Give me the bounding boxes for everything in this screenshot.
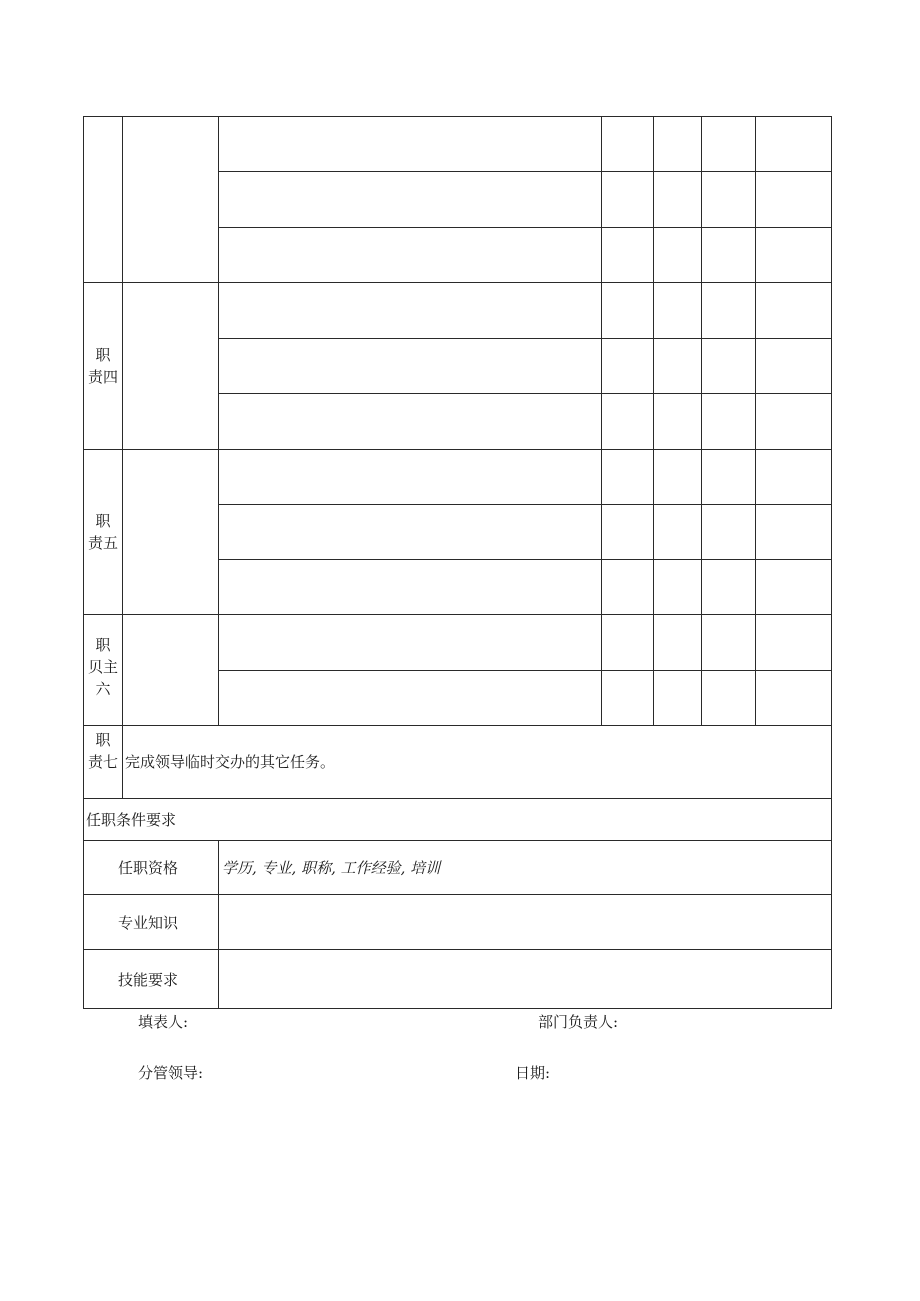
skills-label: 技能要求 [118,971,179,989]
col-line-a [601,116,602,725]
requirements-heading: 任职条件要求 [86,811,177,829]
task-row-line [218,171,832,172]
task-row-line [218,670,832,671]
col-line-task [218,116,219,725]
dept-head-label: 部门负责人: [538,1013,619,1031]
col-line-d [755,116,756,725]
qualification-label: 任职资格 [118,859,179,877]
duty-6-label: 职 贝主 六 [87,636,118,698]
row-line [83,116,832,117]
duty-7-label: 职 责七 [87,731,118,771]
table-border-right [831,116,832,1009]
task-row-line [218,393,832,394]
col-line-duty [122,116,123,725]
task-row-line [218,504,832,505]
duty-5-label: 职 责五 [87,512,118,552]
col-line-req [218,840,219,1008]
row-line [83,614,832,615]
filler-label: 填表人: [138,1013,189,1031]
row-line [83,449,832,450]
duty-7-text: 完成领导临时交办的其它任务。 [125,753,336,771]
col-line-c [701,116,702,725]
col-line-duty-7 [122,725,123,798]
row-line [83,840,832,841]
row-line [83,725,832,726]
row-line [83,1008,832,1009]
task-row-line [218,338,832,339]
row-line [83,894,832,895]
table-border-left [83,116,84,1009]
col-line-b [653,116,654,725]
row-line [83,949,832,950]
leader-label: 分管领导: [138,1064,204,1082]
row-line [83,798,832,799]
qualification-value: 学历, 专业, 职称, 工作经验, 培训 [222,859,441,877]
row-line [83,282,832,283]
duty-4-label: 职 责四 [87,346,118,386]
knowledge-label: 专业知识 [118,914,179,932]
task-row-line [218,227,832,228]
date-label: 日期: [515,1064,551,1082]
task-row-line [218,559,832,560]
